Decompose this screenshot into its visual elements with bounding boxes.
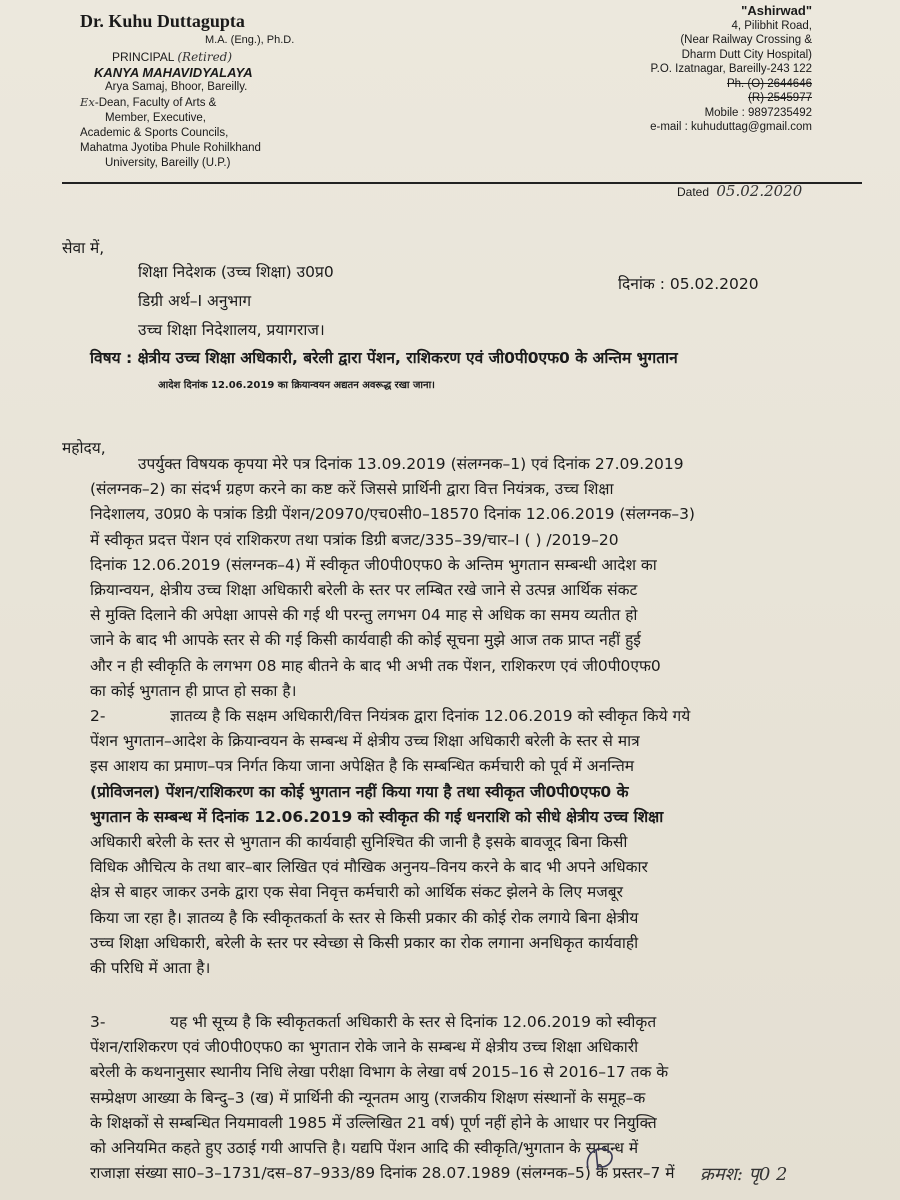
p1-line: से मुक्ति दिलाने की अपेक्षा आपसे की गई थी परन्तु लगभग 04 माह से अधिक का समय व्यतीत हो: [90, 606, 638, 625]
house-name: "Ashirwad": [741, 3, 812, 18]
p2-line: ज्ञातव्य है कि सक्षम अधिकारी/वित्त नियंत्रक द्वारा दिनांक 12.06.2019 को स्वीकृत किये गये: [170, 707, 691, 725]
paragraph-1: [90, 452, 860, 704]
p3-line: राजाज्ञा संख्या सा0–3–1731/दस–87–933/89 दिनांक 28.07.1989 (संलग्नक–5) के प्रस्तर–7 में: [90, 1164, 675, 1183]
p1-line: निदेशालय, उ0प्र0 के पत्रांक डिग्री पेंशन/20970/एच0सी0–18570 दिनांक 12.06.2019 (संलग्नक–3): [90, 505, 695, 524]
p3-line: के शिक्षकों से सम्बन्धित नियमावली 1985 में उल्लिखित 21 वर्ष) पूर्ण नहीं होने के आधार पर नियुक्ति: [90, 1113, 657, 1132]
dated-field: [677, 182, 802, 200]
college-address: Arya Samaj, Bhoor, Bareilly.: [105, 81, 248, 93]
letter-date: दिनांक : 05.02.2020: [618, 275, 759, 293]
dean-text: -Dean, Faculty of Arts &: [94, 97, 217, 109]
p3-number: 3-: [90, 1013, 106, 1031]
p1-line: जाने के बाद भी आपके स्तर से की गई किसी कार्यवाही की कोई सूचना मुझे आज तक प्राप्त नहीं हुई: [90, 631, 641, 650]
p2-line: विधिक औचित्य के तथा बार–बार लिखित एवं मौखिक अनुनय–विनय करने के बाद भी अपने अधिकार: [90, 858, 648, 877]
p2-line: क्षेत्र से बाहर जाकर उनके द्वारा एक सेवा निवृत्त कर्मचारी को आर्थिक संकट झेलने के लिए मजबूर: [90, 883, 623, 902]
p2-line: भुगतान के सम्बन्ध में दिनांक 12.06.2019 को स्वीकृत की गई धनराशि को सीधे क्षेत्रीय उच्च शिक्षा: [90, 807, 664, 826]
p2-line: किया जा रहा है। ज्ञातव्य है कि स्वीकृतकर्ता के स्तर से किसी प्रकार की कोई रोक लगाये बिना क्षेत्रीय: [90, 908, 639, 927]
phone-residence: (R) 2545977: [748, 92, 812, 104]
to-line: सेवा में,: [62, 239, 105, 257]
p2-line: इस आशय का प्रमाण–पत्र निर्गत किया जाना अपेक्षित है कि सम्बन्धित कर्मचारी को पूर्व में अनन्तिम: [90, 757, 635, 776]
subject-line-1: विषय : क्षेत्रीय उच्च शिक्षा अधिकारी, बरेली द्वारा पेंशन, राशिकरण एवं जी0पी0एफ0 के अन्तिम भुगतान: [90, 349, 678, 367]
member-line: Member, Executive,: [105, 112, 206, 124]
address-line-1: शिक्षा निदेशक (उच्च शिक्षा) उ0प्र0: [138, 263, 334, 281]
p3-line: यह भी सूच्य है कि स्वीकृतकर्ता अधिकारी के स्तर से दिनांक 12.06.2019 को स्वीकृत: [170, 1013, 657, 1031]
p3-line: बरेली के कथनानुसार स्थानीय निधि लेखा परीक्षा विभाग के लेखा वर्ष 2015–16 से 2016–17 तक के: [90, 1063, 669, 1082]
road-line: 4, Pilibhit Road,: [731, 19, 812, 32]
p1-line: में स्वीकृत प्रदत्त पेंशन एवं राशिकरण तथा पत्रांक डिग्री बजट/335–39/चार–I ( ) /2019–20: [90, 530, 619, 549]
p2-line: अधिकारी बरेली के स्तर से भुगतान की कार्यवाही सुनिश्चित की जानी है इसके बावजूद बिना किसी: [90, 833, 628, 852]
paragraph-2: [90, 704, 860, 981]
letterhead-left: [80, 11, 380, 171]
continued-note: क्रमश: पृ0 2: [700, 1164, 788, 1185]
landmark-line-1: (Near Railway Crossing &: [680, 34, 812, 46]
subject-block: [90, 344, 870, 400]
dean-line: [80, 95, 380, 111]
paragraph-3: [90, 1010, 860, 1186]
p1-line: का कोई भुगतान ही प्राप्त हो सका है।: [90, 681, 297, 700]
dated-label: Dated: [677, 185, 710, 199]
mobile-line: Mobile : 9897235492: [704, 106, 812, 119]
university-line: Mahatma Jyotiba Phule Rohilkhand: [80, 142, 261, 154]
p1-line: (संलग्नक–2) का संदर्भ ग्रहण करने का कष्ट करें जिससे प्रार्थिनी द्वारा वित्त नियंत्रक, उच्च शिक्षा: [90, 480, 614, 499]
principal-label: PRINCIPAL: [112, 50, 175, 64]
p1-line: और न ही स्वीकृति के लगभग 08 माह बीतने के बाद भी अभी तक पेंशन, राशिकरण एवं जी0पी0एफ0: [90, 656, 661, 675]
subject-line-2: आदेश दिनांक 12.06.2019 का क्रियान्वयन अद्यतन अवरूद्ध रखा जाना।: [158, 380, 435, 391]
address-line-3: उच्च शिक्षा निदेशालय, प्रयागराज।: [138, 321, 325, 339]
p3-line: सम्प्रेक्षण आख्या के बिन्दु–3 (ख) में प्रार्थिनी की न्यूनतम आयु (राजकीय शिक्षण संस्थानों के समूह–क: [90, 1088, 646, 1107]
p1-line: क्रियान्वयन, क्षेत्रीय उच्च शिक्षा अधिकारी बरेली के स्तर पर लम्बित रखे जाने से उत्पन्न आर्थिक संकट: [90, 581, 638, 600]
p1-line: दिनांक 12.06.2019 (संलग्नक–4) में स्वीकृत जी0पी0एफ0 के अन्तिम भुगतान सम्बन्धी आदेश का: [90, 555, 657, 574]
councils-line: Academic & Sports Councils,: [80, 127, 229, 139]
phone-office: Ph. (O) 2644646: [726, 77, 812, 90]
college-name: KANYA MAHAVIDYALAYA: [94, 65, 253, 80]
dated-handwritten-value: 05.02.2020: [716, 182, 803, 200]
p2-line: की परिधि में आता है।: [90, 959, 211, 978]
author-name: Dr. Kuhu Duttagupta: [80, 11, 245, 31]
p3-line: को अनियमित कहते हुए उठाई गयी आपत्ति है। यद्यपि पेंशन आदि की स्वीकृति/भुगतान के सम्बन्ध में: [90, 1139, 639, 1158]
p2-line: उच्च शिक्षा अधिकारी, बरेली के स्तर पर स्वेच्छा से किसी प्रकार का रोक लगाना अनधिकृत कार्यवाही: [90, 933, 639, 952]
salutation: महोदय,: [62, 439, 106, 457]
email-line: e-mail : kuhuduttag@gmail.com: [650, 121, 812, 133]
university-line-2: University, Bareilly (U.P.): [105, 157, 231, 169]
landmark-line-2: Dharm Dutt City Hospital): [681, 48, 812, 61]
author-degrees: M.A. (Eng.), Ph.D.: [205, 34, 295, 46]
p2-number: 2-: [90, 707, 106, 725]
p3-line: पेंशन/राशिकरण एवं जी0पी0एफ0 का भुगतान रोके जाने के सम्बन्ध में क्षेत्रीय उच्च शिक्षा अधिकारी: [90, 1038, 639, 1057]
handwritten-initials-mark: [580, 1140, 620, 1180]
retired-handwritten-note: (Retired): [177, 50, 233, 64]
author-designation: [80, 50, 380, 65]
post-office-line: P.O. Izatnagar, Bareilly-243 122: [650, 63, 812, 75]
ex-handwritten-note: Ex: [80, 95, 95, 109]
p1-line: उपर्युक्त विषयक कृपया मेरे पत्र दिनांक 13.09.2019 (संलग्नक–1) एवं दिनांक 27.09.2019: [138, 455, 684, 473]
p2-line: (प्रोविजनल) पेंशन/राशिकरण का कोई भुगतान नहीं किया गया है तथा स्वीकृत जी0पी0एफ0 के: [90, 782, 629, 801]
letterhead-right: [572, 4, 812, 135]
p2-line: पेंशन भुगतान–आदेश के क्रियान्वयन के सम्बन्ध में क्षेत्रीय उच्च शिक्षा अधिकारी बरेली के स्तर से मात्र: [90, 732, 640, 751]
address-line-2: डिग्री अर्थ–I अनुभाग: [138, 292, 252, 310]
